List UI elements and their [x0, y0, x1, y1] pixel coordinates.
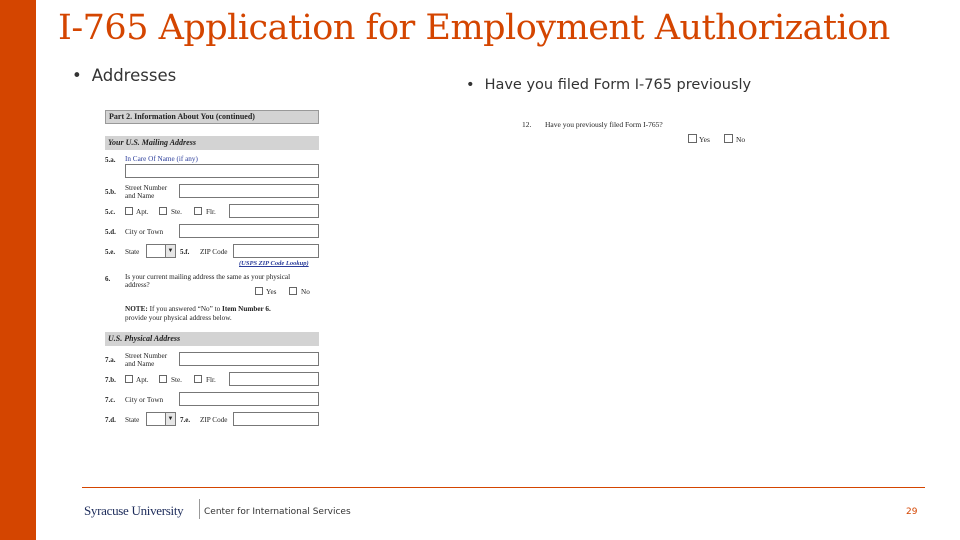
in-care-of-field[interactable] [125, 164, 319, 178]
part-header: Part 2. Information About You (continued) [105, 110, 319, 124]
slide-title: I-765 Application for Employment Authorization [58, 8, 890, 48]
same-address-yes-label: Yes [266, 288, 277, 296]
page-number: 29 [906, 507, 918, 517]
item-5e-number: 5.e. [105, 248, 116, 256]
item-7e-number: 7.e. [180, 416, 191, 424]
flr-label: Flr. [206, 208, 216, 216]
item-7d-label: State [125, 416, 140, 424]
item-5a-number: 5.a. [105, 156, 116, 164]
item-6-number: 6. [105, 275, 111, 283]
question-12-excerpt [518, 118, 748, 152]
bullet-filed-previously [466, 77, 751, 93]
mailing-street-field[interactable] [179, 184, 319, 198]
item-5b-label-line1: Street Number [125, 184, 168, 192]
item-5b-number: 5.b. [105, 188, 116, 196]
note-text: If you answered “No” to [147, 305, 223, 313]
mailing-state-select[interactable] [146, 244, 176, 258]
ste-label: Ste. [171, 376, 182, 384]
mailing-flr-checkbox[interactable] [194, 207, 202, 215]
mailing-ste-checkbox[interactable] [159, 207, 167, 215]
accent-sidebar [0, 0, 36, 540]
zip-code-lookup-link[interactable]: (USPS ZIP Code Lookup) [239, 260, 309, 267]
mailing-apt-checkbox[interactable] [125, 207, 133, 215]
apt-label: Apt. [136, 208, 149, 216]
filed-previously-no-label: No [736, 135, 746, 144]
flr-label: Flr. [206, 376, 216, 384]
bullet-addresses-text: Addresses [91, 66, 177, 85]
bullet-dot-icon: • [466, 77, 475, 93]
ste-label: Ste. [171, 208, 182, 216]
item-7c-number: 7.c. [105, 396, 116, 404]
mailing-city-field[interactable] [179, 224, 319, 238]
item-7c-label: City or Town [125, 396, 164, 404]
item-5f-label: ZIP Code [200, 248, 228, 256]
note-line2: provide your physical address below. [125, 314, 232, 322]
physical-ste-checkbox[interactable] [159, 375, 167, 383]
footer-department: Center for International Services [204, 507, 351, 517]
mailing-unit-field[interactable] [229, 204, 319, 218]
physical-apt-checkbox[interactable] [125, 375, 133, 383]
item-5c-number: 5.c. [105, 208, 116, 216]
chevron-down-icon: ▼ [165, 245, 175, 257]
same-address-no-checkbox[interactable] [289, 287, 297, 295]
physical-address-header: U.S. Physical Address [105, 332, 319, 346]
mailing-zip-field[interactable] [233, 244, 319, 258]
physical-street-field[interactable] [179, 352, 319, 366]
footer-separator [199, 499, 200, 519]
note-line1 [125, 305, 271, 314]
item-7a-number: 7.a. [105, 356, 116, 364]
note-item-ref: Item Number 6. [222, 305, 271, 313]
note-bold: NOTE: [125, 305, 148, 313]
filed-previously-yes-label: Yes [699, 135, 710, 144]
physical-zip-field[interactable] [233, 412, 319, 426]
physical-city-field[interactable] [179, 392, 319, 406]
item-5d-label: City or Town [125, 228, 164, 236]
item-5b-label-line2: and Name [125, 192, 155, 200]
bullet-dot-icon: • [72, 66, 82, 85]
syracuse-university-logo: Syracuse University [84, 503, 184, 518]
same-address-yes-checkbox[interactable] [255, 287, 263, 295]
item-6-question-line1: Is your current mailing address the same as your physical [125, 273, 291, 281]
bullet-addresses [72, 66, 176, 85]
item-7d-number: 7.d. [105, 416, 116, 424]
footer-divider [82, 487, 925, 488]
question-12-text: Have you previously filed Form I-765? [545, 120, 663, 129]
item-7b-number: 7.b. [105, 376, 116, 384]
filed-previously-yes-checkbox[interactable] [688, 134, 697, 143]
chevron-down-icon: ▼ [165, 413, 175, 425]
item-7a-label-line2: and Name [125, 360, 155, 368]
item-6-question-line2: address? [125, 281, 150, 289]
same-address-no-label: No [301, 288, 310, 296]
filed-previously-no-checkbox[interactable] [724, 134, 733, 143]
item-5f-number: 5.f. [180, 248, 190, 256]
item-5e-label: State [125, 248, 140, 256]
apt-label: Apt. [136, 376, 149, 384]
mailing-address-header: Your U.S. Mailing Address [105, 136, 319, 150]
physical-flr-checkbox[interactable] [194, 375, 202, 383]
item-7a-label-line1: Street Number [125, 352, 168, 360]
question-12-number: 12. [522, 120, 532, 129]
item-7e-label: ZIP Code [200, 416, 228, 424]
physical-unit-field[interactable] [229, 372, 319, 386]
bullet-filed-previously-text: Have you filed Form I-765 previously [484, 77, 752, 93]
item-5a-label: In Care Of Name (if any) [125, 155, 198, 163]
form-address-excerpt [103, 107, 320, 432]
item-5d-number: 5.d. [105, 228, 116, 236]
physical-state-select[interactable] [146, 412, 176, 426]
